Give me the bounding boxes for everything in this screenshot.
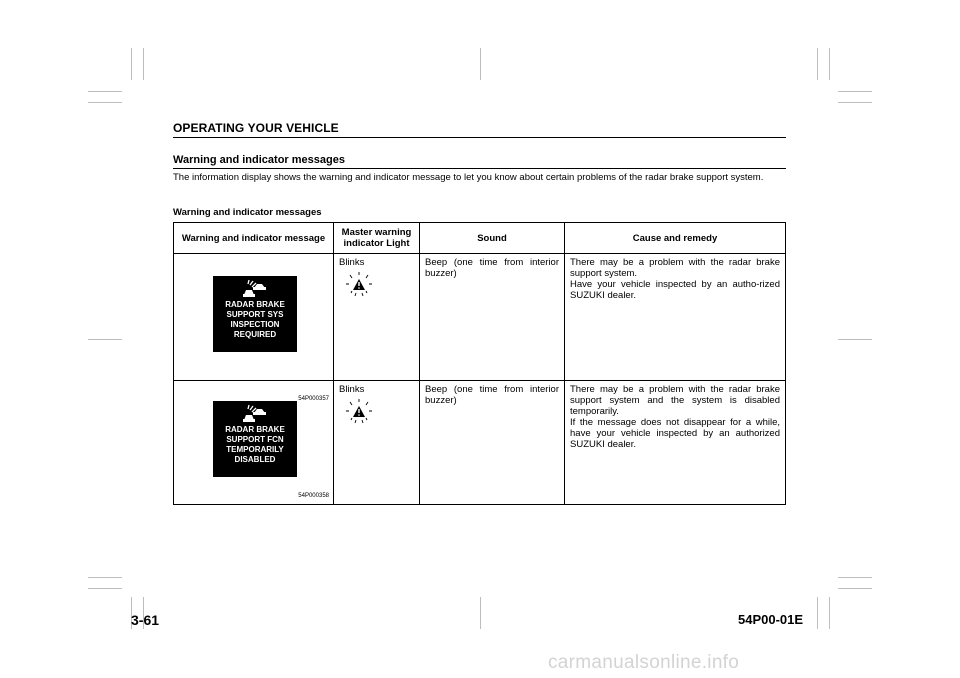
header-rule [173, 137, 786, 138]
table-caption: Warning and indicator messages [173, 207, 322, 218]
crop-mark [838, 577, 872, 578]
header-cause: Cause and remedy [565, 223, 786, 254]
sound-cell: Beep (one time from interior buzzer) [420, 381, 565, 505]
info-display-image [213, 276, 297, 352]
light-status: Blinks [339, 257, 365, 268]
image-code: 54P000357 [298, 396, 329, 402]
header-sound: Sound [420, 223, 565, 254]
crop-mark [88, 577, 122, 578]
section-heading: Warning and indicator messages [173, 154, 345, 166]
crop-mark [88, 102, 122, 103]
light-cell [334, 254, 420, 381]
display-line: REQUIRED [233, 330, 277, 339]
display-line: INSPECTION [230, 320, 280, 329]
crop-mark [88, 588, 122, 589]
crop-mark [817, 48, 818, 80]
intro-paragraph: The information display shows the warning and indicator message to let you know about certain problems of the radar brake support system. [173, 172, 764, 183]
car-collision-icon [241, 404, 269, 424]
remedy-text: If the message does not disappear for a while, have your vehicle inspected by an authorized SUZUKI dealer. [570, 417, 780, 450]
section-rule [173, 168, 786, 169]
crop-mark [131, 48, 132, 80]
remedy-text: Have your vehicle inspected by an autho-rized SUZUKI dealer. [570, 279, 780, 301]
warning-messages-table [173, 222, 786, 505]
table-header-row [174, 223, 786, 254]
crop-mark [838, 339, 872, 340]
car-collision-icon [241, 279, 269, 299]
crop-mark [838, 102, 872, 103]
cause-cell [565, 254, 786, 381]
watermark: carmanualsonline.info [548, 652, 740, 673]
chapter-title: OPERATING YOUR VEHICLE [173, 121, 339, 135]
image-code: 54P000358 [298, 493, 329, 499]
light-cell [334, 381, 420, 505]
crop-mark [829, 597, 830, 629]
message-cell [174, 254, 334, 402]
table-row [174, 254, 786, 381]
cause-text: There may be a problem with the radar brake support system. [570, 257, 780, 279]
crop-mark [480, 48, 481, 80]
document-code: 54P00-01E [738, 612, 804, 627]
cause-cell [565, 381, 786, 505]
info-display-image [213, 401, 297, 477]
crop-mark [88, 339, 122, 340]
message-cell [174, 381, 334, 505]
cause-text: There may be a problem with the radar brake support system and the system is disabled temporarily. [570, 384, 780, 417]
display-line: TEMPORARILY [226, 445, 284, 454]
display-line: RADAR BRAKE [225, 425, 285, 434]
sound-cell: Beep (one time from interior buzzer) [420, 254, 565, 381]
crop-mark [838, 588, 872, 589]
display-line: SUPPORT FCN [226, 435, 284, 444]
table-row [174, 381, 786, 505]
crop-mark [829, 48, 830, 80]
display-line: RADAR BRAKE [225, 300, 285, 309]
display-line: SUPPORT SYS [226, 310, 284, 319]
display-line: DISABLED [234, 455, 276, 464]
light-status: Blinks [339, 384, 365, 395]
crop-mark [143, 48, 144, 80]
header-message: Warning and indicator message [174, 223, 334, 254]
page-number: 3-61 [131, 612, 160, 628]
crop-mark [88, 91, 122, 92]
crop-mark [817, 597, 818, 629]
master-warning-triangle-icon [345, 398, 373, 424]
crop-mark [838, 91, 872, 92]
crop-mark [480, 597, 481, 629]
master-warning-triangle-icon [345, 271, 373, 297]
header-light: Master warning indicator Light [334, 223, 420, 254]
